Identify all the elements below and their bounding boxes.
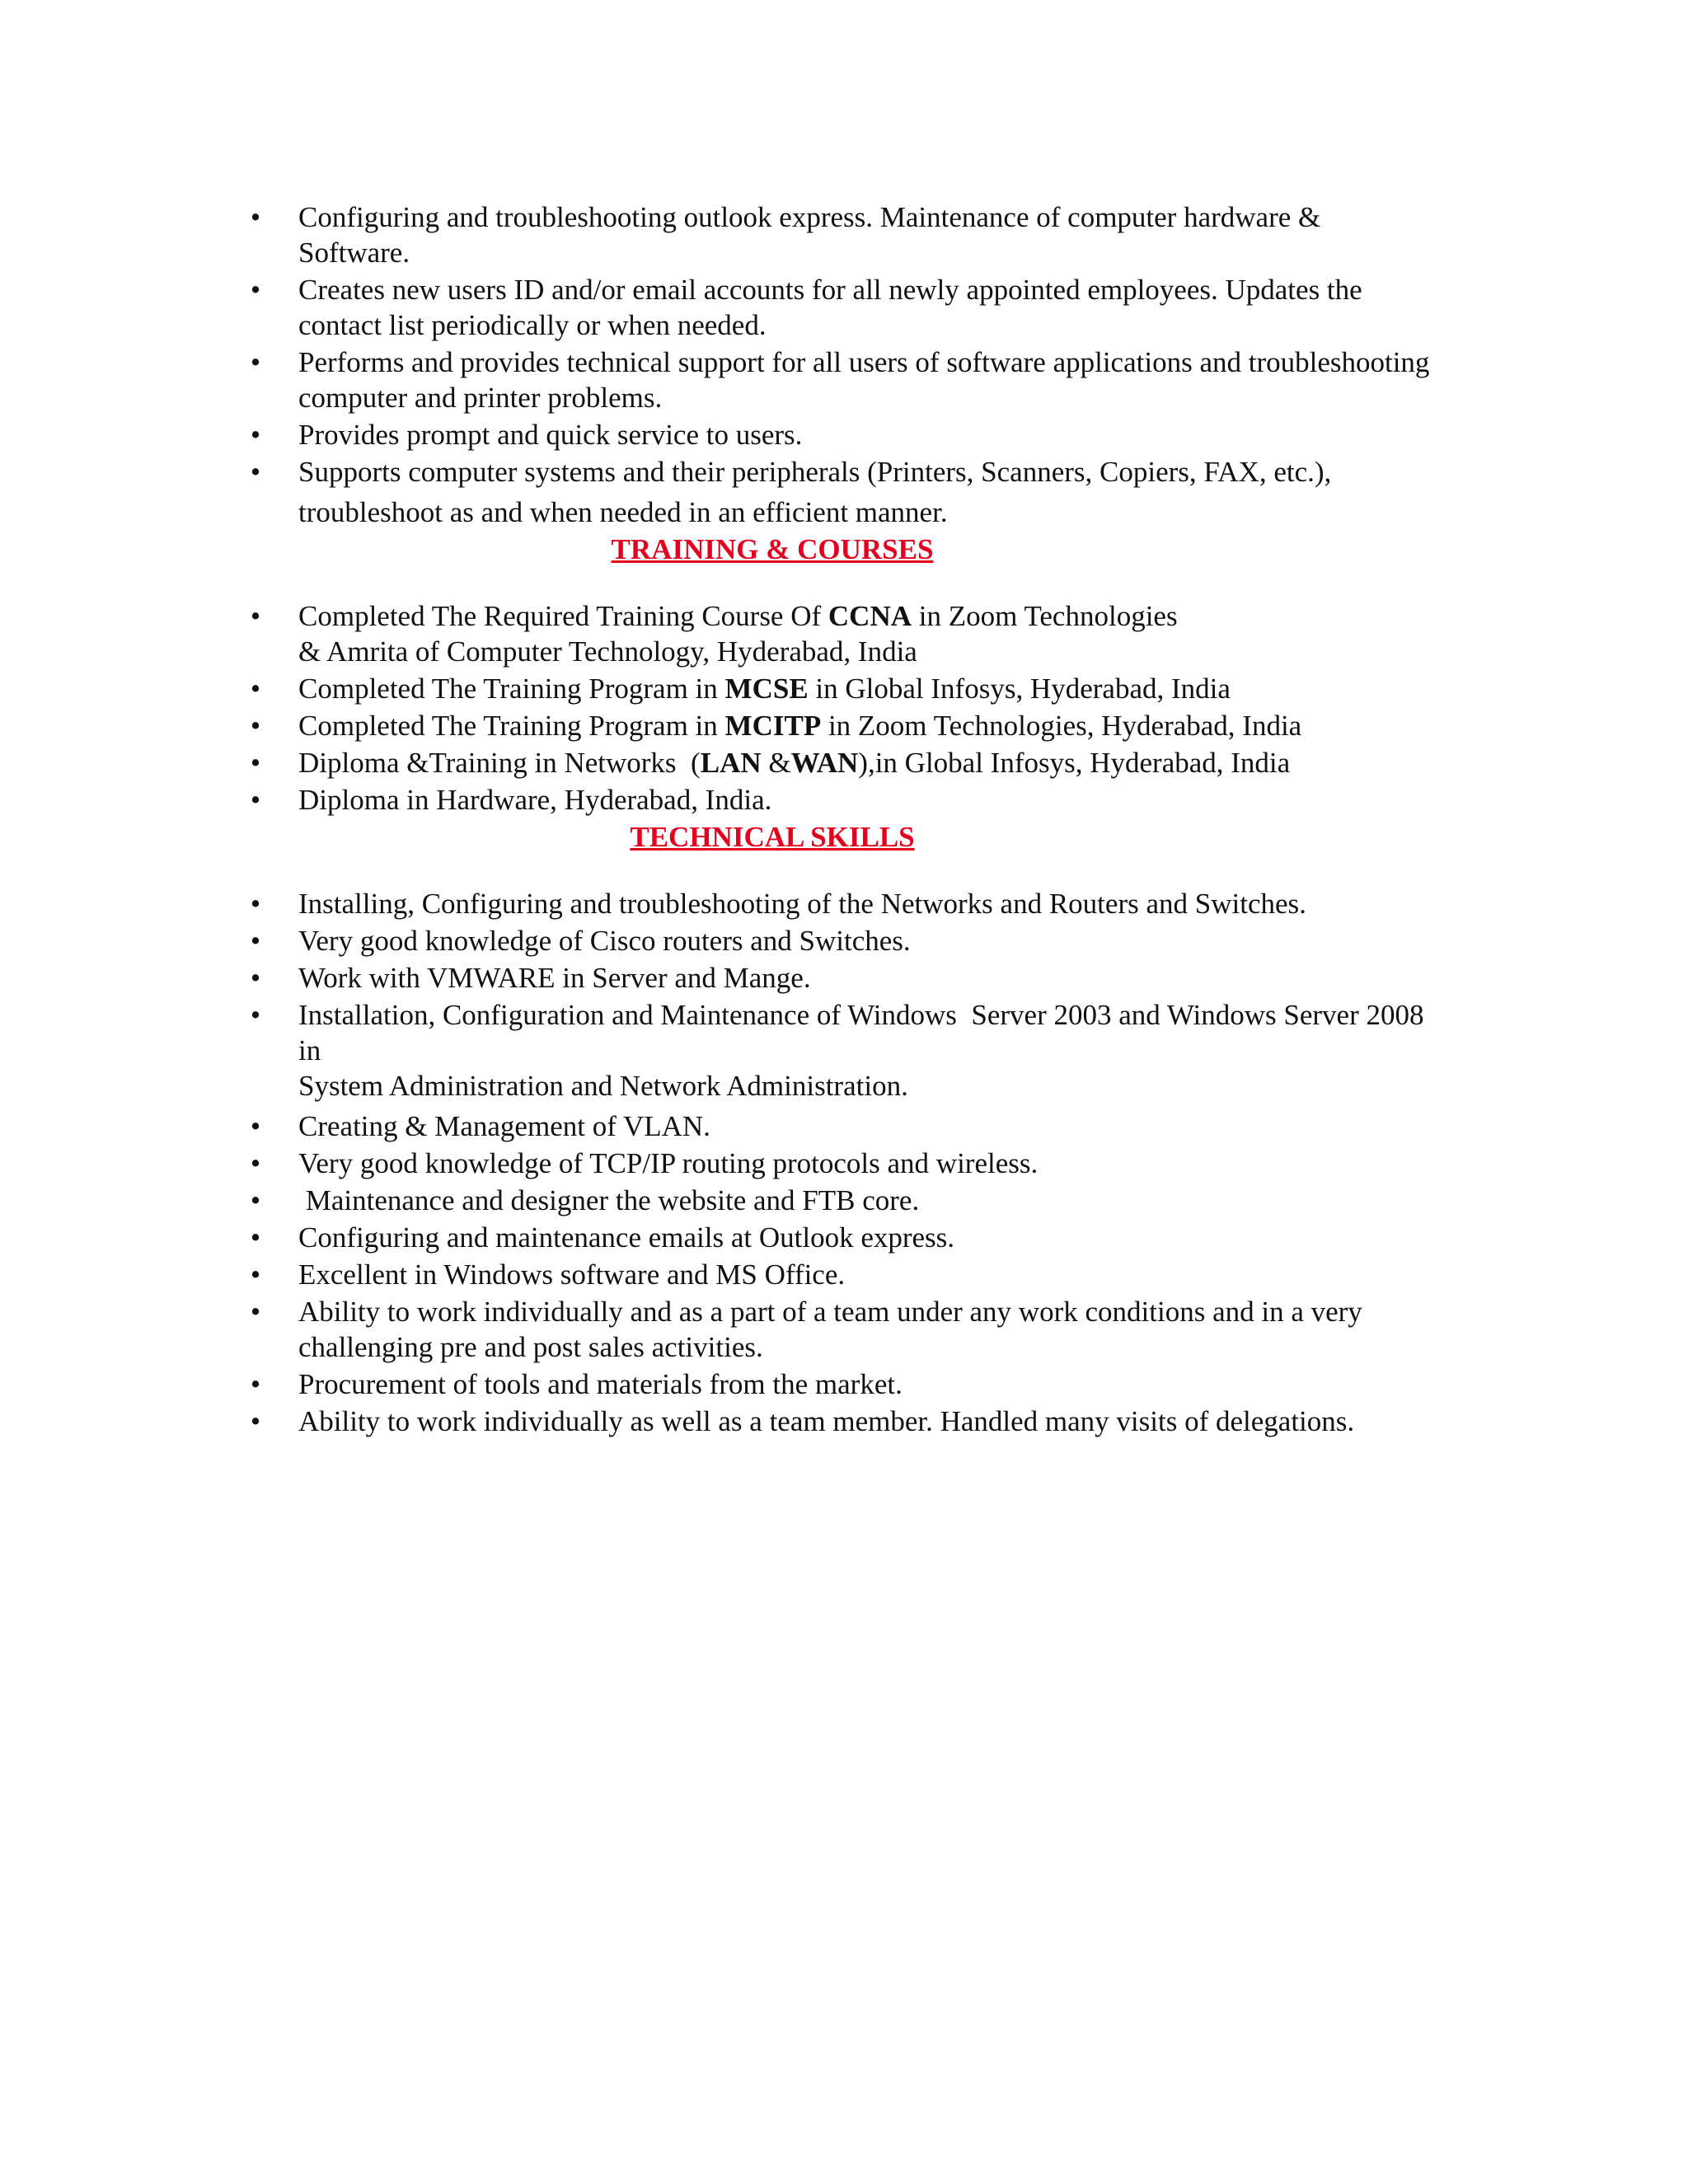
list-item: • Completed The Required Training Course Of CCNA in Zoom Technologies & Amrita of Computer Technology, Hyderabad, India [247,598,1508,669]
list-item: • Supports computer systems and their peripherals (Printers, Scanners, Copiers, FAX, etc.), troubleshoot as and when needed in an efficient manner. [247,454,1508,530]
bullet-icon: • [250,274,261,306]
list-item: • Ability to work individually and as a part of a team under any work conditions and in a very challenging pre and post sales activities. [247,1294,1508,1365]
bullet-icon: • [250,1184,261,1216]
bullet-icon: • [250,419,261,451]
training-list [247,598,1508,818]
bullet-icon: • [250,999,261,1031]
bullet-icon: • [250,888,261,920]
bullet-icon: • [250,1405,261,1437]
list-item: • Very good knowledge of TCP/IP routing protocols and wireless. [247,1146,1508,1181]
bullet-icon: • [250,1258,261,1291]
bullet-icon: • [250,747,261,779]
list-item: • Diploma &Training in Networks (LAN &WAN),in Global Infosys, Hyderabad, India [247,745,1508,780]
bullet-icon: • [250,1221,261,1254]
bullet-icon: • [250,962,261,994]
list-item: • Configuring and maintenance emails at Outlook express. [247,1220,1508,1255]
course-name: MCITP [724,710,822,742]
list-item: • Maintenance and designer the website and FTB core. [247,1183,1508,1218]
bullet-icon: • [250,784,261,816]
bullet-icon: • [250,1147,261,1179]
bullet-icon: • [250,673,261,705]
list-item: • Work with VMWARE in Server and Mange. [247,960,1508,996]
course-name: LAN [700,747,762,779]
list-item: • Procurement of tools and materials from the market. [247,1366,1508,1402]
experience-list [247,199,1508,530]
bullet-icon: • [250,201,261,233]
skills-list [247,886,1508,1439]
skills-heading: TECHNICAL SKILLS [630,821,915,853]
list-item: • Very good knowledge of Cisco routers and Switches. [247,923,1508,958]
list-item: • Completed The Training Program in MCSE in Global Infosys, Hyderabad, India [247,671,1508,706]
list-item: • Creates new users ID and/or email accounts for all newly appointed employees. Updates the contact list periodically or when needed. [247,272,1508,343]
bullet-icon: • [250,346,261,378]
bullet-icon: • [250,1110,261,1142]
list-item: • Creating & Management of VLAN. [247,1108,1508,1144]
bullet-icon: • [250,1368,261,1400]
bullet-icon: • [250,925,261,957]
list-item: • Completed The Training Program in MCITP in Zoom Technologies, Hyderabad, India [247,708,1508,743]
resume-content [247,199,1508,1441]
list-item: • Installing, Configuring and troubleshooting of the Networks and Routers and Switches. [247,886,1508,921]
list-item: • Configuring and troubleshooting outlook express. Maintenance of computer hardware & Software. [247,199,1508,270]
training-heading: TRAINING & COURSES [611,533,934,565]
course-name: WAN [790,747,859,779]
bullet-icon: • [250,710,261,742]
list-item: • Excellent in Windows software and MS Office. [247,1257,1508,1292]
bullet-icon: • [250,456,261,488]
list-item: • Diploma in Hardware, Hyderabad, India. [247,782,1508,818]
bullet-icon: • [250,600,261,632]
bullet-icon: • [250,1296,261,1328]
list-item: • Ability to work individually as well as a team member. Handled many visits of delegations. [247,1404,1508,1439]
course-name: CCNA [828,600,912,632]
list-item: • Installation, Configuration and Maintenance of Windows Server 2003 and Windows Server 2008 in System Administration and Network Administration. [247,997,1508,1104]
course-name: MCSE [724,673,809,705]
list-item: • Performs and provides technical support for all users of software applications and troubleshooting computer and printer problems. [247,344,1508,415]
list-item: • Provides prompt and quick service to users. [247,417,1508,452]
